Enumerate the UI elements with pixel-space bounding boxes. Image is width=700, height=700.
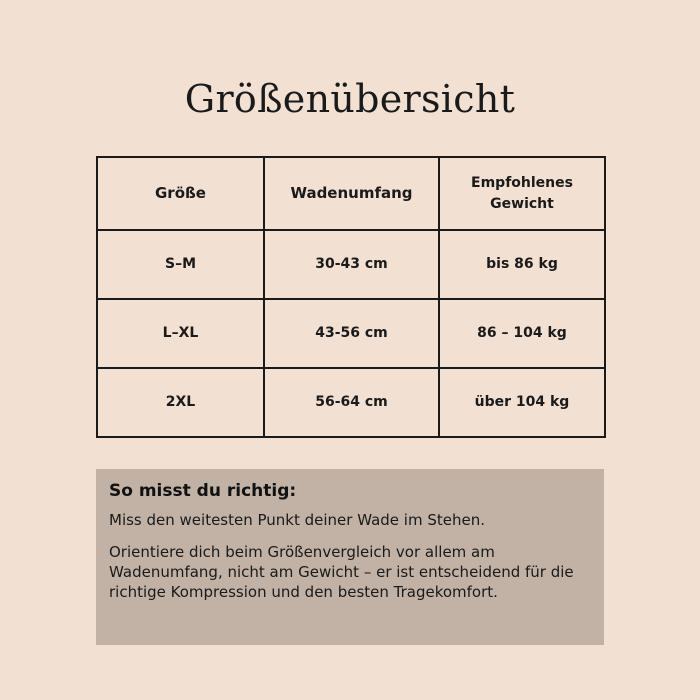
header-recommended-weight: Empfohlenes Gewicht <box>439 157 605 230</box>
cell-size: S–M <box>97 230 264 299</box>
table-row <box>97 299 605 368</box>
cell-size: L–XL <box>97 299 264 368</box>
cell-size: 2XL <box>97 368 264 437</box>
info-heading: So misst du richtig: <box>109 481 297 501</box>
cell-weight: bis 86 kg <box>439 230 605 299</box>
cell-weight: 86 – 104 kg <box>439 299 605 368</box>
table-row <box>97 230 605 299</box>
cell-calf-circumference: 56-64 cm <box>264 368 439 437</box>
info-paragraph: Miss den weitesten Punkt deiner Wade im Stehen. <box>109 511 485 529</box>
cell-weight: über 104 kg <box>439 368 605 437</box>
size-chart-table <box>96 156 606 438</box>
header-size: Größe <box>97 157 264 230</box>
page-title: Größenübersicht <box>184 77 516 122</box>
cell-calf-circumference: 43-56 cm <box>264 299 439 368</box>
cell-calf-circumference: 30-43 cm <box>264 230 439 299</box>
measuring-info-box <box>96 469 604 645</box>
table-row <box>97 368 605 437</box>
header-calf-circumference: Wadenumfang <box>264 157 439 230</box>
info-paragraph: Orientiere dich beim Größenvergleich vor allem am Wadenumfang, nicht am Gewicht – er ist entscheidend für die richtige Kompression und den besten Tragekomfort. <box>109 543 574 601</box>
table-header-row <box>97 157 605 230</box>
